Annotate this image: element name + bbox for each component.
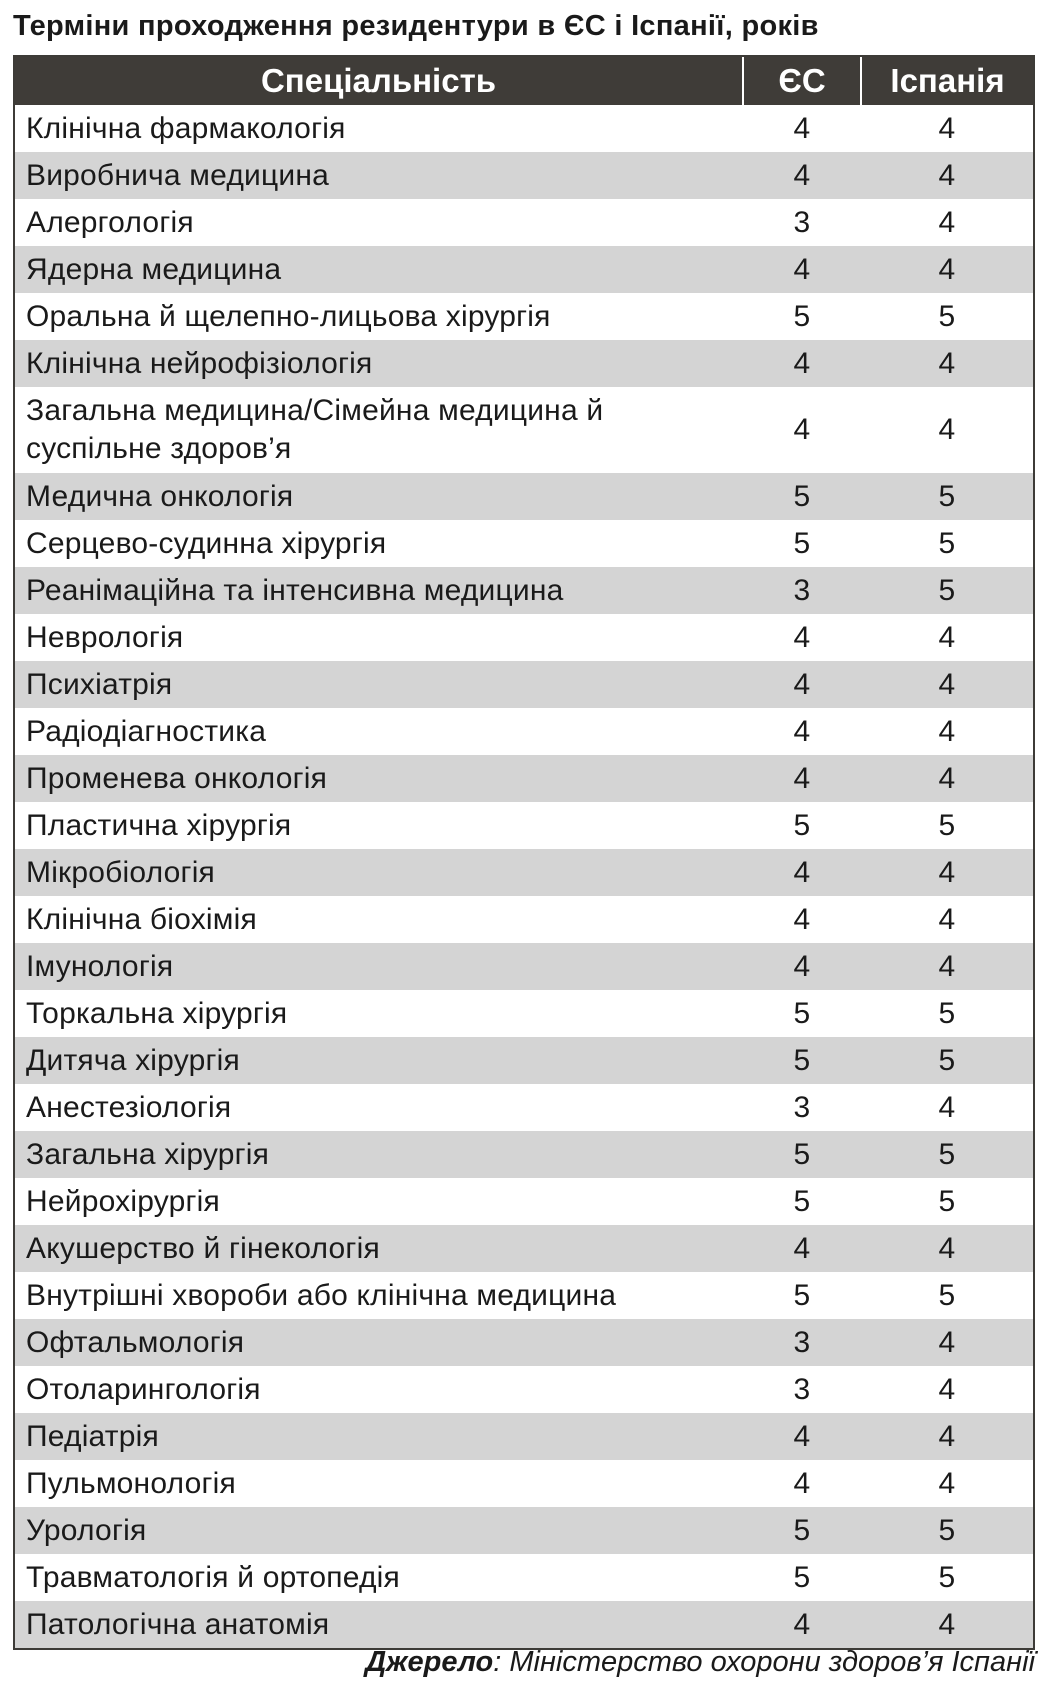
specialty-cell: Променева онкологія	[15, 755, 743, 802]
table-row	[15, 1554, 1033, 1601]
spain-years-cell: 4	[861, 1460, 1033, 1507]
eu-years-cell: 5	[743, 1131, 861, 1178]
eu-years-cell: 4	[743, 943, 861, 990]
spain-years-cell: 4	[861, 661, 1033, 708]
eu-years-cell: 4	[743, 340, 861, 387]
eu-years-cell: 3	[743, 199, 861, 246]
table-title: Терміни проходження резидентури в ЄС і Іспанії, років	[13, 10, 819, 42]
table-row	[15, 1460, 1033, 1507]
specialty-cell: Алергологія	[15, 199, 743, 246]
spain-years-cell: 4	[861, 708, 1033, 755]
eu-years-cell: 5	[743, 520, 861, 567]
table-row	[15, 990, 1033, 1037]
specialty-cell: Урологія	[15, 1507, 743, 1554]
eu-years-cell: 5	[743, 990, 861, 1037]
spain-years-cell: 5	[861, 293, 1033, 340]
table-row	[15, 293, 1033, 340]
spain-years-cell: 4	[861, 896, 1033, 943]
spain-years-cell: 4	[861, 1084, 1033, 1131]
spain-years-cell: 5	[861, 473, 1033, 520]
source-label: Джерело	[365, 1646, 494, 1678]
table-row	[15, 473, 1033, 520]
specialty-cell: Пластична хірургія	[15, 802, 743, 849]
table-row	[15, 896, 1033, 943]
spain-years-cell: 4	[861, 105, 1033, 152]
table-row	[15, 105, 1033, 152]
eu-years-cell: 4	[743, 387, 861, 473]
table-row	[15, 1601, 1033, 1648]
specialty-cell: Радіодіагностика	[15, 708, 743, 755]
specialty-cell: Нейрохірургія	[15, 1178, 743, 1225]
spain-years-cell: 4	[861, 387, 1033, 473]
spain-years-cell: 4	[861, 1225, 1033, 1272]
specialty-cell: Офтальмологія	[15, 1319, 743, 1366]
table-row	[15, 199, 1033, 246]
spain-years-cell: 5	[861, 520, 1033, 567]
eu-years-cell: 4	[743, 1413, 861, 1460]
eu-years-cell: 4	[743, 1225, 861, 1272]
eu-years-cell: 5	[743, 1554, 861, 1601]
specialty-cell: Ядерна медицина	[15, 246, 743, 293]
spain-years-cell: 4	[861, 340, 1033, 387]
specialty-cell: Загальна медицина/Сімейна медицина й суспільне здоров’я	[15, 387, 743, 473]
table-row	[15, 520, 1033, 567]
specialty-cell: Імунологія	[15, 943, 743, 990]
source-note	[365, 1646, 1035, 1679]
spain-years-cell: 4	[861, 1319, 1033, 1366]
eu-years-cell: 5	[743, 802, 861, 849]
spain-years-cell: 4	[861, 152, 1033, 199]
spain-years-cell: 4	[861, 614, 1033, 661]
table-row	[15, 1084, 1033, 1131]
eu-years-cell: 5	[743, 1037, 861, 1084]
specialty-cell: Оральна й щелепно-лицьова хірургія	[15, 293, 743, 340]
spain-years-cell: 4	[861, 246, 1033, 293]
table-row	[15, 387, 1033, 473]
specialty-cell: Мікробіологія	[15, 849, 743, 896]
table-row	[15, 152, 1033, 199]
table-row	[15, 755, 1033, 802]
header-eu: ЄС	[743, 57, 861, 105]
eu-years-cell: 4	[743, 849, 861, 896]
spain-years-cell: 5	[861, 1131, 1033, 1178]
eu-years-cell: 3	[743, 1084, 861, 1131]
table-row	[15, 661, 1033, 708]
eu-years-cell: 4	[743, 152, 861, 199]
specialty-cell: Отоларингологія	[15, 1366, 743, 1413]
eu-years-cell: 4	[743, 614, 861, 661]
table-row	[15, 1131, 1033, 1178]
eu-years-cell: 4	[743, 708, 861, 755]
eu-years-cell: 3	[743, 1366, 861, 1413]
specialty-cell: Клінічна біохімія	[15, 896, 743, 943]
spain-years-cell: 5	[861, 1037, 1033, 1084]
eu-years-cell: 3	[743, 1319, 861, 1366]
specialty-cell: Торкальна хірургія	[15, 990, 743, 1037]
table-row	[15, 943, 1033, 990]
eu-years-cell: 4	[743, 1601, 861, 1648]
eu-years-cell: 4	[743, 896, 861, 943]
eu-years-cell: 5	[743, 293, 861, 340]
spain-years-cell: 4	[861, 755, 1033, 802]
specialty-cell: Медична онкологія	[15, 473, 743, 520]
specialty-cell: Неврологія	[15, 614, 743, 661]
table-row	[15, 1413, 1033, 1460]
specialty-cell: Педіатрія	[15, 1413, 743, 1460]
specialty-cell: Реанімаційна та інтенсивна медицина	[15, 567, 743, 614]
eu-years-cell: 5	[743, 1272, 861, 1319]
table-row	[15, 246, 1033, 293]
spain-years-cell: 4	[861, 849, 1033, 896]
spain-years-cell: 4	[861, 199, 1033, 246]
specialty-cell: Патологічна анатомія	[15, 1601, 743, 1648]
eu-years-cell: 4	[743, 661, 861, 708]
table-row	[15, 1225, 1033, 1272]
source-text: : Міністерство охорони здоров’я Іспанії	[493, 1646, 1035, 1678]
header-spain: Іспанія	[861, 57, 1033, 105]
specialty-cell: Клінічна нейрофізіологія	[15, 340, 743, 387]
table-row	[15, 1272, 1033, 1319]
table-row	[15, 1319, 1033, 1366]
specialty-cell: Виробнича медицина	[15, 152, 743, 199]
table-row	[15, 614, 1033, 661]
specialty-cell: Загальна хірургія	[15, 1131, 743, 1178]
table-row	[15, 849, 1033, 896]
table-row	[15, 708, 1033, 755]
table-row	[15, 1037, 1033, 1084]
spain-years-cell: 5	[861, 1554, 1033, 1601]
specialty-cell: Психіатрія	[15, 661, 743, 708]
spain-years-cell: 4	[861, 1366, 1033, 1413]
eu-years-cell: 5	[743, 473, 861, 520]
eu-years-cell: 4	[743, 246, 861, 293]
spain-years-cell: 4	[861, 1601, 1033, 1648]
table-row	[15, 1366, 1033, 1413]
eu-years-cell: 4	[743, 105, 861, 152]
table-row	[15, 1178, 1033, 1225]
spain-years-cell: 4	[861, 943, 1033, 990]
eu-years-cell: 3	[743, 567, 861, 614]
specialty-cell: Клінічна фармакологія	[15, 105, 743, 152]
spain-years-cell: 5	[861, 567, 1033, 614]
table-row	[15, 1507, 1033, 1554]
table-header-row	[15, 57, 1033, 105]
eu-years-cell: 5	[743, 1178, 861, 1225]
header-specialty: Спеціальність	[15, 57, 743, 105]
specialty-cell: Травматологія й ортопедія	[15, 1554, 743, 1601]
eu-years-cell: 4	[743, 1460, 861, 1507]
residency-table	[13, 55, 1035, 1650]
spain-years-cell: 5	[861, 802, 1033, 849]
table-row	[15, 340, 1033, 387]
specialty-cell: Анестезіологія	[15, 1084, 743, 1131]
eu-years-cell: 5	[743, 1507, 861, 1554]
specialty-cell: Внутрішні хвороби або клінічна медицина	[15, 1272, 743, 1319]
specialty-cell: Акушерство й гінекологія	[15, 1225, 743, 1272]
spain-years-cell: 5	[861, 1272, 1033, 1319]
specialty-cell: Пульмонологія	[15, 1460, 743, 1507]
spain-years-cell: 4	[861, 1413, 1033, 1460]
spain-years-cell: 5	[861, 1178, 1033, 1225]
eu-years-cell: 4	[743, 755, 861, 802]
specialty-cell: Дитяча хірургія	[15, 1037, 743, 1084]
spain-years-cell: 5	[861, 990, 1033, 1037]
specialty-cell: Серцево-судинна хірургія	[15, 520, 743, 567]
table-row	[15, 802, 1033, 849]
table-row	[15, 567, 1033, 614]
spain-years-cell: 5	[861, 1507, 1033, 1554]
